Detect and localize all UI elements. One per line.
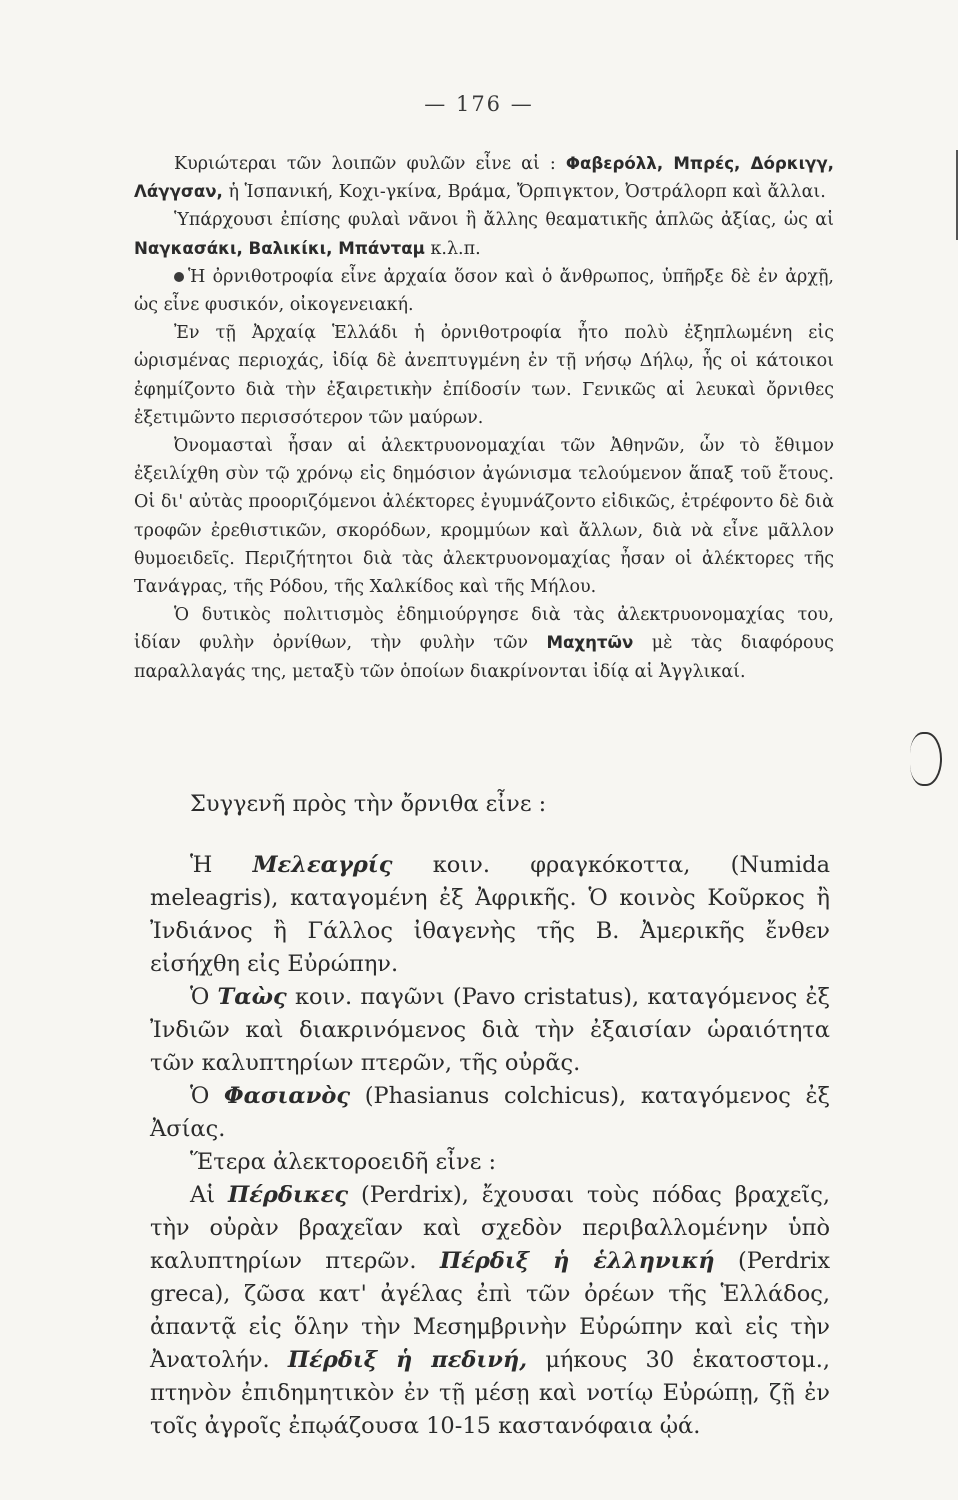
bullet-mark xyxy=(174,272,184,282)
pheasant-name: Φασιανὸς xyxy=(224,1083,351,1109)
breeds-and-others: καὶ ἄλλαι. xyxy=(732,182,826,203)
pheasant-article: Ὁ xyxy=(190,1083,210,1109)
dwarf-etc: κ.λ.π. xyxy=(430,238,481,259)
fighters-breed: Μαχητῶν xyxy=(546,633,634,653)
western-end: μὲ τὰς διαφόρους παραλλαγάς της, μεταξὺ τῶν ὁποίων διακρίνονται ἰδίᾳ αἱ Ἀγγλικαί. xyxy=(134,633,834,682)
peacock-paragraph xyxy=(150,981,830,1080)
partridge-text: (Perdrix), ἔχουσαι τοὺς πόδας βραχεῖς, τὴν οὐρὰν βραχεῖαν καὶ σχεδὸν περιβαλλομένην ὑπὸ καλυπτηρίων πτερῶν. xyxy=(150,1182,831,1274)
cockfights-paragraph: Ὀνομασταὶ ἦσαν αἱ ἀλεκτρυονομαχίαι τῶν Ἀθηνῶν, ὧν τὸ ἔθιμον ἐξειλίχθη σὺν τῷ χρόνῳ εἰς δημόσιον ἀγώνισμα τελούμενον ἅπαξ τοῦ ἔτους. Οἱ δι' αὐτὰς προοριζόμενοι ἀλέκτορες ἐγυμνάζοντο εἰδικῶς, ἐτρέφοντο δὲ διὰ τροφῶν ἐρεθιστικῶν, σκορόδων, κρομμύων καὶ ἄλλων, διὰ νὰ εἶνε μᾶλλον θυμοειδεῖς. Περιζήτητοι διὰ τὰς ἀλεκτρυονομαχίας ἦσαν οἱ ἀλέκτορες τῆς Τανάγρας, τῆς Ρόδου, τῆς Χαλκίδος καὶ τῆς Μήλου. xyxy=(134,436,834,598)
origin-text: Ἡ ὀρνιθοτροφία εἶνε ἀρχαία ὅσον καὶ ὁ ἄνθρωπος, ὑπῆρξε δὲ ἐν ἀρχῇ, ὡς εἶνε φυσικόν, οἰκογενειακή. xyxy=(134,266,834,316)
pheasant-text: (Phasianus colchicus), καταγόμενος ἐξ Ἀσίας. xyxy=(150,1083,830,1142)
plain-partridge-text: μήκους 30 ἑκατοστομ., πτηνὸν ἐπιδημητικὸν ἐν τῇ μέσῃ καὶ νοτίῳ Εὐρώπῃ, ζῇ ἐν τοῖς ἀγροῖς ἐπῳάζουσα 10-15 καστανόφαια ᾠά. xyxy=(150,1347,830,1439)
peacock-text: κοιν. παγῶνι (Pavo cristatus), καταγόμενος ἐξ Ἰνδιῶν καὶ διακρινόμενος διὰ τὴν ἐξαισίαν ὡραιότητα τῶν καλυπτηρίων πτερῶν, τῆς οὐρᾶς. xyxy=(150,984,831,1076)
other-intro: Ἕτερα ἀλεκτοροειδῆ εἶνε : xyxy=(190,1149,497,1175)
guinea-fowl-paragraph xyxy=(150,849,830,981)
greek-partridge-name: Πέρδιξ ἡ ἑλληνική xyxy=(439,1248,715,1274)
guinea-fowl-text: κοιν. φραγκόκοττα, (Numida meleagris), καταγομένη ἐξ Ἀφρικῆς. Ὁ κοινὸς Κοῦρκος ἢ Ἰνδιάνος ἢ Γάλλος ἰθαγενὴς τῆς Β. Ἀμερικῆς ἔνθεν εἰσήχθη εἰς Εὐρώπην. xyxy=(150,852,830,977)
origin-paragraph xyxy=(134,263,834,319)
plain-partridge-name: Πέρδιξ ἡ πεδινή, xyxy=(287,1347,528,1373)
dwarf-intro: Ὑπάρχουσι ἐπίσης φυλαὶ νᾶνοι ἢ ἄλλης θεαματικῆς ἁπλῶς ἀξίας, ὡς αἱ xyxy=(174,210,834,231)
ancient-paragraph: Ἐν τῇ Ἀρχαίᾳ Ἑλλάδι ἡ ὀρνιθοτροφία ἦτο πολὺ ἐξηπλωμένη εἰς ὡρισμένας περιοχάς, ἰδίᾳ δὲ ἀνεπτυγμένη ἐν τῇ νήσῳ Δήλῳ, ἧς οἱ κάτοικοι ἐφημίζοντο διὰ τὴν ἐξαιρετικὴν ἐπίδοσίν των. Γενικῶς αἱ λευκαὶ ὄρνιθες ἐξετιμῶντο περισσότερον τῶν μαύρων. xyxy=(134,323,834,428)
breeds-list: Φαβερόλλ, Μπρές, Δόρκιγγ, Λάγγσαν, xyxy=(134,154,834,202)
dwarf-paragraph xyxy=(134,206,834,262)
peacock-name: Ταὼς xyxy=(217,984,287,1010)
breeds-intro: Κυριώτεραι τῶν λοιπῶν φυλῶν εἶνε αἱ : xyxy=(174,154,556,174)
partridge-article: Αἱ xyxy=(190,1182,216,1208)
margin-pencil-mark xyxy=(910,732,942,786)
western-start: Ὁ δυτικὸς πολιτισμὸς ἐδημιούργησε διὰ τὰς ἀλεκτρυονομαχίας του, ἰδίαν φυλὴν ὀρνίθων, τὴν φυλὴν τῶν xyxy=(134,605,834,654)
related-birds-section xyxy=(150,788,830,1443)
related-intro: Συγγενῆ πρὸς τὴν ὄρνιθα εἶνε : xyxy=(190,791,547,817)
partridge-name: Πέρδικες xyxy=(227,1182,349,1208)
breeds-paragraph xyxy=(134,150,834,206)
breeds-section xyxy=(134,150,834,686)
partridge-paragraph xyxy=(150,1179,830,1443)
dwarf-breeds: Ναγκασάκι, Βαλικίκι, Μπάνταμ xyxy=(134,238,425,258)
pheasant-paragraph xyxy=(150,1080,830,1146)
guinea-fowl-name: Μελεαγρίς xyxy=(252,852,393,878)
peacock-article: Ὁ xyxy=(190,984,210,1010)
western-paragraph xyxy=(134,601,834,686)
guinea-article: Ἡ xyxy=(190,852,213,878)
breeds-continued: ἡ Ἱσπανική, Κοχι-γκίνα, Βράμα, Ὄρπιγκτον, Ὀστράλορπ xyxy=(228,182,727,203)
page-number: — 176 — xyxy=(424,92,534,116)
greek-partridge-text: (Perdrix greca), ζῶσα κατ' ἀγέλας ἐπὶ τῶν ὀρέων τῆς Ἑλλάδος, ἀπαντᾷ εἰς ὅλην τὴν Μεσημβρινὴν Εὐρώπην καὶ εἰς τὴν Ἀνατολήν. xyxy=(150,1248,831,1373)
